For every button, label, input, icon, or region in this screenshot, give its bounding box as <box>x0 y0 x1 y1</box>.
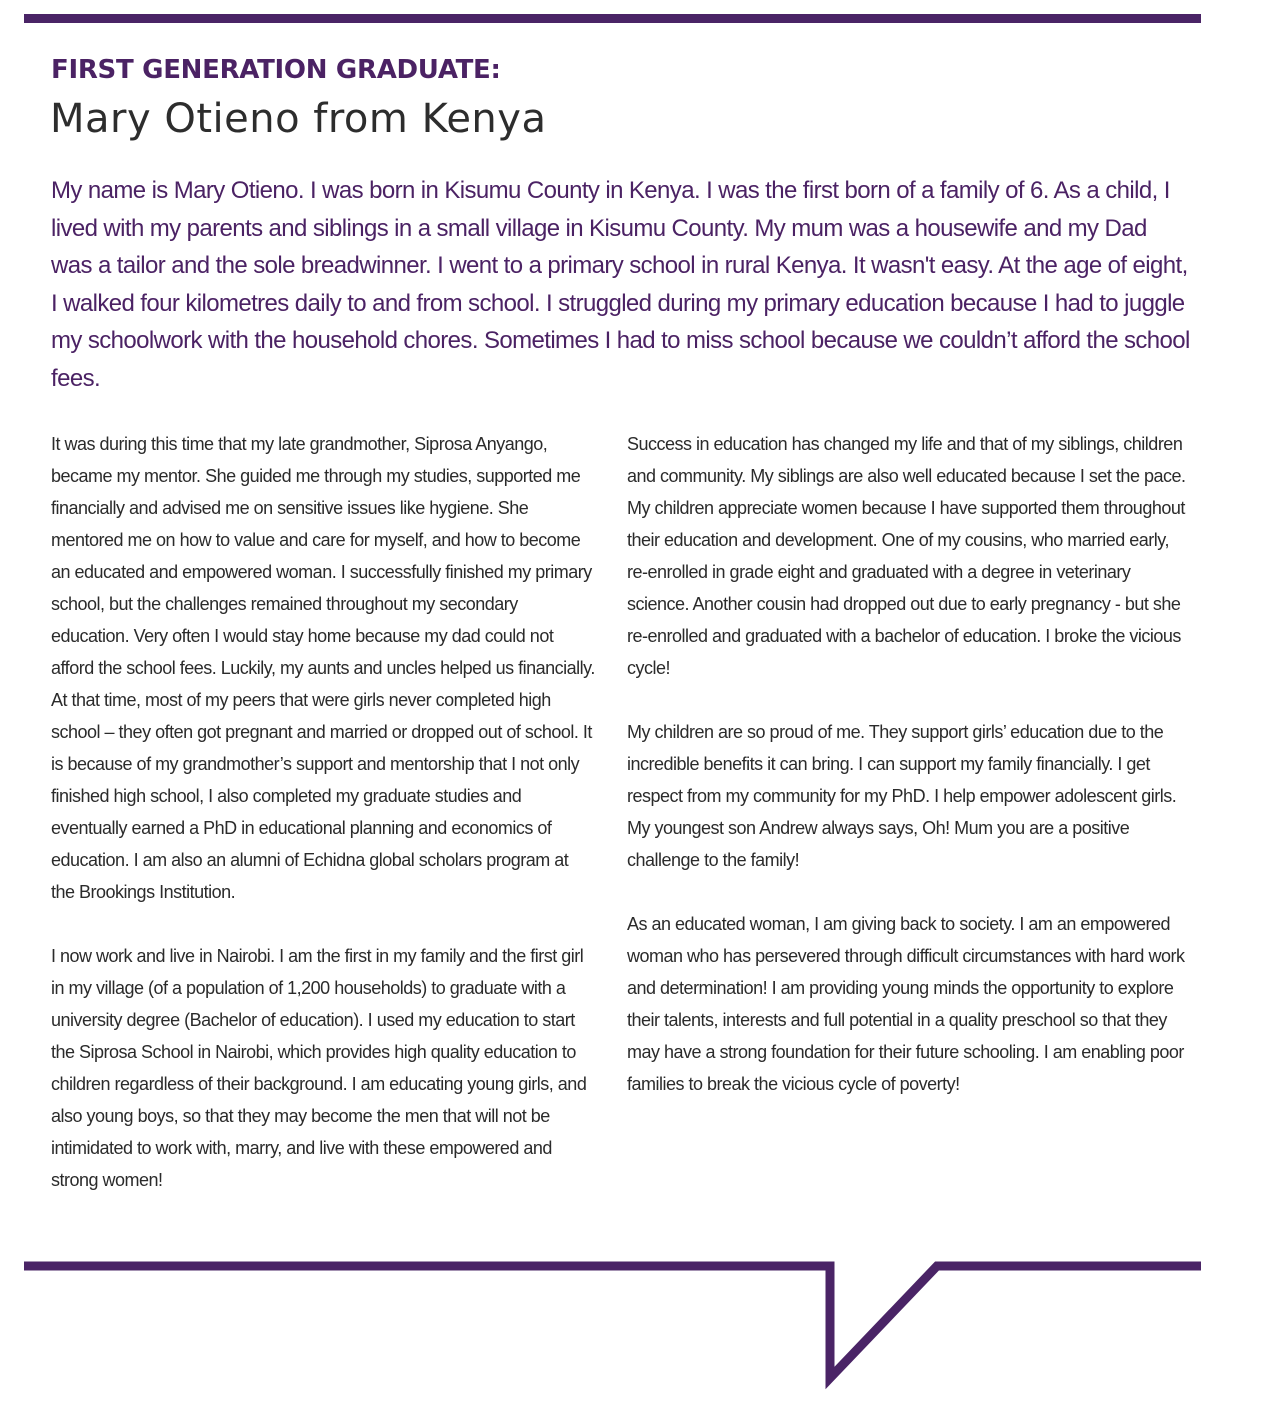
body-paragraph: It was during this time that my late grandmother, Siprosa Anyango, became my mentor. She guided me through my studies, supported me financially and advised me on sensitive issues like hygiene. She mentored me on how to value and care for myself, and how to become an educated and empowered woman. I successfully finished my primary school, but the challenges remained throughout my secondary education. Very often I would stay home because my dad could not afford the school fees. Luckily, my aunts and uncles helped us financially. At that time, most of my peers that were girls never completed high school – they often got pregnant and married or dropped out of school. It is because of my grandmother’s support and mentorship that I not only finished high school, I also completed my graduate studies and eventually earned a PhD in educational planning and economics of education. I am also an alumni of Echidna global scholars program at the Brookings Institution. <box>51 434 595 902</box>
body-paragraph: I now work and live in Nairobi. I am the first in my family and the first girl in my village (of a population of 1,200 households) to graduate with a university degree (Bachelor of education). I used my education to start the Siprosa School in Nairobi, which provides high quality education to children regardless of their background. I am educating young girls, and also young boys, so that they may become the men that will not be intimidated to work with, marry, and live with these empowered and strong women! <box>51 946 587 1190</box>
bubble-outline <box>24 1266 1201 1378</box>
right-column <box>627 428 1187 1132</box>
body-paragraph: Success in education has changed my life and that of my siblings, children and community. My siblings are also well educated because I set the pace. My children appreciate women because I have supported them throughout their education and development. One of my cousins, who married early, re-enrolled in grade eight and graduated with a degree in veterinary science. Another cousin had dropped out due to early pregnancy - but she re-enrolled and graduated with a bachelor of education. I broke the vicious cycle! <box>627 434 1186 678</box>
intro-paragraph: My name is Mary Otieno. I was born in Kisumu County in Kenya. I was the first born of a family of 6. As a child, I lived with my parents and siblings in a small village in Kisumu County. My mum was a housewife and my Dad was a tailor and the sole breadwinner. I went to a primary school in rural Kenya. It wasn't easy. At the age of eight, I walked four kilometres daily to and from school. I struggled during my primary education because I had to juggle my schoolwork with the household chores. Sometimes I had to miss school because we couldn’t afford the school fees. <box>51 177 1190 392</box>
body-paragraph: My children are so proud of me. They support girls’ education due to the incredible benefits it can bring. I can support my family financially. I get respect from my community for my PhD. I help empower adolescent girls. My youngest son Andrew always says, Oh! Mum you are a positive challenge to the family! <box>627 722 1177 870</box>
left-column <box>51 428 596 1228</box>
body-paragraph: As an educated woman, I am giving back to society. I am an empowered woman who has persevered through difficult circumstances with hard work and determination! I am providing young minds the opportunity to explore their talents, interests and full potential in a quality preschool so that they may have a strong foundation for their future schooling. I am enabling poor families to break the vicious cycle of poverty! <box>627 914 1185 1094</box>
article-kicker: FIRST GENERATION GRADUATE: <box>51 55 501 85</box>
article-title: Mary Otieno from Kenya <box>50 96 547 142</box>
top-rule <box>24 14 1201 23</box>
